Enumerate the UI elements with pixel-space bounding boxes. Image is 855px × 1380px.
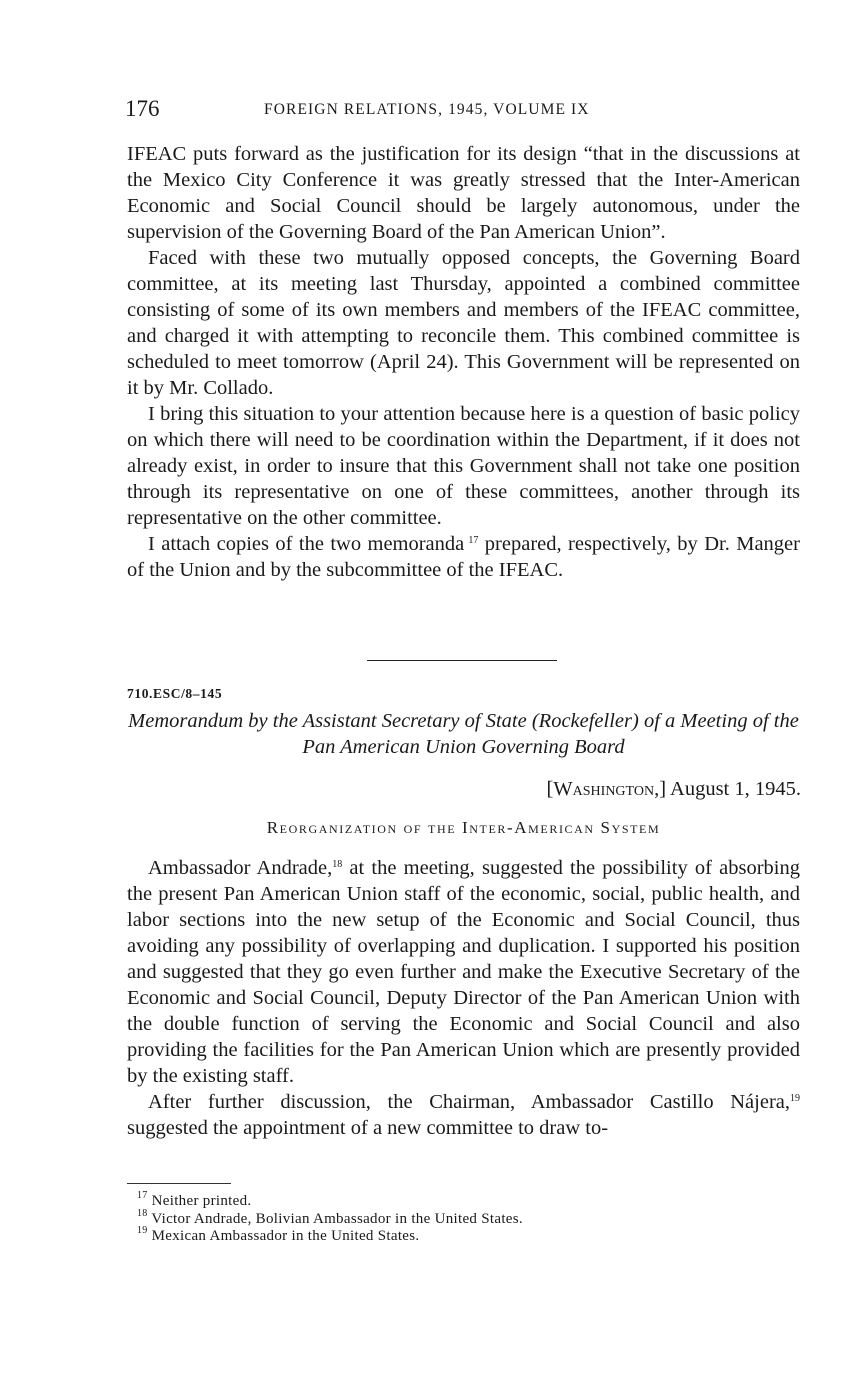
footnote-text: Neither printed. bbox=[147, 1193, 252, 1209]
footnote bbox=[137, 1190, 523, 1211]
memo-title bbox=[127, 708, 800, 760]
paragraph-faced: Faced with these two mutually opposed concepts, the Governing Board committee, at its meeting last Thursday, appointed a combined committee consisting of some of its own members and members of the IFEAC committee, and charged it with attempting to reconcile them. This combined committee is scheduled to meet tomorrow (April 24). This Government will be represented on it by Mr. Collado. bbox=[127, 247, 800, 399]
dateline-place: Washington bbox=[553, 778, 655, 800]
footnote-ref-17: 17 bbox=[468, 535, 479, 546]
attach-text-start: I attach copies of the two memoranda bbox=[148, 533, 465, 555]
chairman-text-start: After further discussion, the Chairman, Ambassador Castillo Nájera, bbox=[148, 1091, 790, 1113]
letter-body bbox=[127, 141, 800, 583]
paragraph-attach bbox=[127, 531, 800, 583]
footnote-number: 18 bbox=[137, 1207, 148, 1219]
footnote-ref-18: 18 bbox=[332, 859, 343, 870]
page-header bbox=[127, 96, 800, 126]
memo-title-person: Rockefeller bbox=[538, 710, 633, 732]
footnote-number: 17 bbox=[137, 1190, 148, 1201]
paragraph-ifeac: IFEAC puts forward as the justification for its design “that in the discussions at the Mexico City Conference it was greatly stressed that the Inter-American Economic and Social Council should be largely autonomous, under the supervision of the Governing Board of the Pan American Union”. bbox=[127, 143, 800, 243]
memo-body bbox=[127, 855, 800, 1141]
footnote-divider bbox=[127, 1183, 231, 1184]
footnote-text: Victor Andrade, Bolivian Ambassador in the United States. bbox=[147, 1210, 523, 1227]
andrade-text-rest: at the meeting, suggested the possibility of absorbing the present Pan American Union staff of the economic, social, public health, and labor sections into the new setup of the Economic and Social Council, thus avoiding any possibility of overlapping and duplication. I supported his position and suggested that they go even further and make the Executive Secretary of the Economic and Social Council, Deputy Director of the Pan American Union with the double function of serving the Economic and Social Council and also providing the facilities for the Pan American Union which are presently provided by the existing staff. bbox=[127, 857, 800, 1087]
page-number: 176 bbox=[125, 96, 160, 121]
footnote-number: 19 bbox=[137, 1225, 148, 1236]
footnote-ref-19: 19 bbox=[790, 1093, 800, 1104]
footnote bbox=[137, 1207, 523, 1229]
paragraph-attention: I bring this situation to your attention because here is a question of basic policy on which there will need to be coordination within the Department, if it does not already exist, in order to insure that this Government shall not take one position through its representative on one of these committees, another through its representative on the other committee. bbox=[127, 403, 800, 529]
footnotes bbox=[137, 1190, 523, 1246]
section-divider bbox=[367, 660, 557, 661]
attach-text-rest: prepared, respectively, by Dr. Manger of the Union and by the subcommittee of the IFEAC. bbox=[127, 533, 800, 581]
footnote bbox=[137, 1225, 523, 1246]
footnote-text: Mexican Ambassador in the United States. bbox=[147, 1228, 420, 1244]
file-number: 710.ESC/8–145 bbox=[127, 686, 223, 701]
paragraph-chairman bbox=[127, 1089, 800, 1141]
paragraph-andrade bbox=[127, 855, 800, 1089]
memo-title-part1: Memorandum by the Assistant Secretary of State ( bbox=[128, 710, 539, 732]
memo-subject: Reorganization of the Inter-American System bbox=[266, 818, 661, 837]
memo-title-part2: ) of a Meeting of the Pan American Union Governing Board bbox=[302, 710, 799, 758]
chairman-text-rest: suggested the appointment of a new committee to draw to- bbox=[127, 1117, 609, 1139]
running-title: FOREIGN RELATIONS, 1945, VOLUME IX bbox=[264, 101, 590, 118]
andrade-text-start: Ambassador Andrade, bbox=[148, 857, 333, 879]
dateline: [Washington,] August 1, 1945. bbox=[546, 778, 801, 800]
dateline-date: August 1, 1945. bbox=[670, 778, 801, 800]
